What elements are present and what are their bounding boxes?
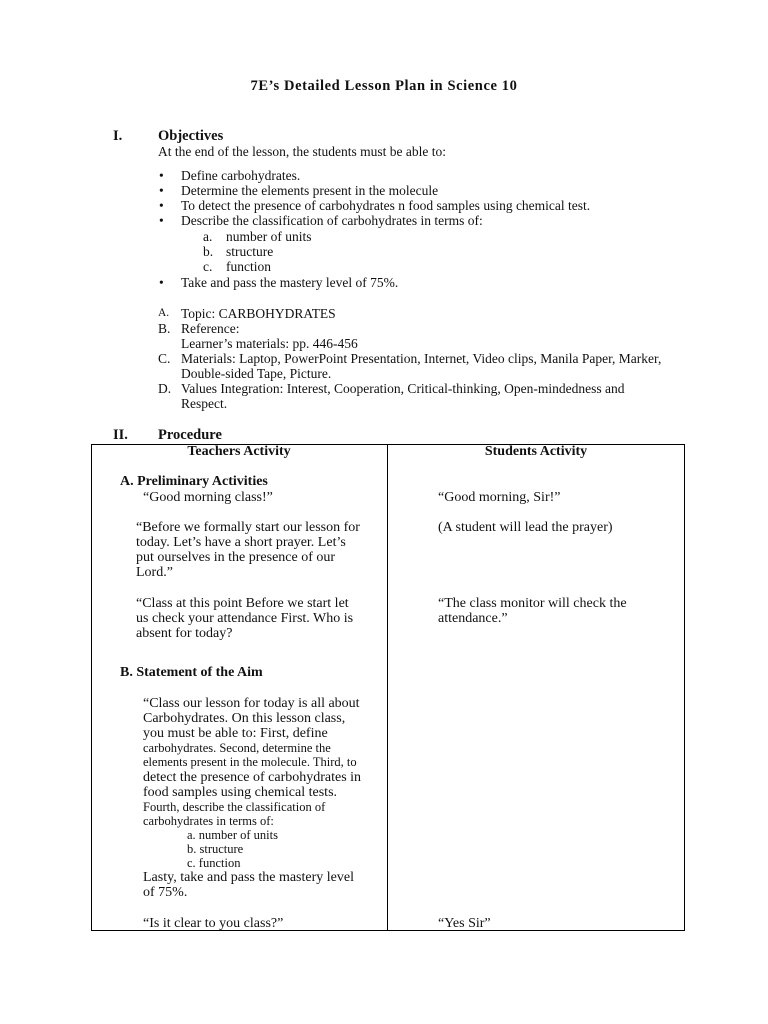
objectives-intro: At the end of the lesson, the students must be able to: <box>158 144 446 159</box>
procedure-table <box>91 444 685 931</box>
teacher-aim-line: food samples using chemical tests. <box>143 785 338 800</box>
teacher-aim-line: detect the presence of carbohydrates in <box>143 770 362 785</box>
detail-materials-line: Double-sided Tape, Picture. <box>181 366 332 381</box>
teacher-aim-item: a. number of units <box>187 828 278 842</box>
teacher-aim-line: “Class our lesson for today is all about <box>143 696 360 711</box>
teacher-aim-line: you must be able to: First, define <box>143 726 328 741</box>
teacher-prayer-line: Lord.” <box>136 565 173 580</box>
student-attendance-line: attendance.” <box>438 611 508 626</box>
objective-bullet: • Describe the classification of carbohydrates in terms of: <box>181 213 483 228</box>
sub-item-text: structure <box>226 244 274 259</box>
sub-item-letter: b. <box>203 244 214 259</box>
teacher-clear-question: “Is it clear to you class?” <box>143 916 284 931</box>
teacher-prayer-line: today. Let’s have a short prayer. Let’s <box>136 535 346 550</box>
document-title: 7E’s Detailed Lesson Plan in Science 10 <box>250 78 518 94</box>
table-column-divider <box>387 444 388 931</box>
teacher-aim-line: carbohydrates. Second, determine the <box>143 741 331 755</box>
teacher-aim-item: c. function <box>187 856 241 870</box>
teacher-aim-line: of 75%. <box>143 885 188 900</box>
detail-letter: D. <box>158 381 172 396</box>
detail-letter: A. <box>158 307 170 319</box>
teacher-prayer-line: put ourselves in the presence of our <box>136 550 336 565</box>
detail-values: Values Integration: Interest, Cooperation, Critical-thinking, Open-mindedness and <box>181 381 625 396</box>
objective-bullet: • Determine the elements present in the molecule <box>181 183 438 198</box>
student-greeting: “Good morning, Sir!” <box>438 490 561 505</box>
teacher-attendance-line: us check your attendance First. Who is <box>136 611 354 626</box>
teacher-prayer-line: “Before we formally start our lesson for <box>136 520 360 535</box>
detail-materials: Materials: Laptop, PowerPoint Presentation, Internet, Video clips, Manila Paper, Marker, <box>181 351 662 366</box>
sub-item-text: function <box>226 259 271 274</box>
column-header-student: Students Activity <box>484 444 588 459</box>
detail-letter: B. <box>158 321 171 336</box>
teacher-aim-line: Carbohydrates. On this lesson class, <box>143 711 346 726</box>
teacher-aim-item: b. structure <box>187 842 244 856</box>
section-numeral-procedure: II. <box>113 427 128 443</box>
student-clear-answer: “Yes Sir” <box>438 916 491 931</box>
teacher-greeting: “Good morning class!” <box>143 490 273 505</box>
section-statement-of-aim: B. Statement of the Aim <box>120 665 263 680</box>
section-preliminary-activities: A. Preliminary Activities <box>120 474 268 489</box>
section-heading-procedure: Procedure <box>158 427 222 443</box>
detail-letter: C. <box>158 351 171 366</box>
detail-values-line: Respect. <box>181 396 228 411</box>
detail-topic: Topic: CARBOHYDRATES <box>181 306 336 321</box>
objective-bullet: • Define carbohydrates. <box>181 168 300 183</box>
sub-item-letter: c. <box>203 259 213 274</box>
section-numeral-objectives: I. <box>113 128 123 144</box>
teacher-attendance-line: “Class at this point Before we start let <box>136 596 349 611</box>
section-heading-objectives: Objectives <box>158 128 224 144</box>
teacher-aim-line: carbohydrates in terms of: <box>143 814 274 828</box>
detail-reference-line: Learner’s materials: pp. 446-456 <box>181 336 358 351</box>
teacher-attendance-line: absent for today? <box>136 626 233 641</box>
teacher-aim-line: Fourth, describe the classification of <box>143 800 326 814</box>
column-header-teacher: Teachers Activity <box>187 444 291 459</box>
objective-bullet: • To detect the presence of carbohydrates n food samples using chemical test. <box>181 198 590 213</box>
detail-reference: Reference: <box>181 321 240 336</box>
student-prayer: (A student will lead the prayer) <box>438 520 613 535</box>
sub-item-text: number of units <box>226 229 312 244</box>
teacher-aim-line: Lasty, take and pass the mastery level <box>143 870 354 885</box>
objective-bullet: • Take and pass the mastery level of 75%. <box>181 275 398 290</box>
teacher-aim-line: elements present in the molecule. Third, to <box>143 755 357 769</box>
student-attendance-line: “The class monitor will check the <box>438 596 627 611</box>
sub-item-letter: a. <box>203 229 213 244</box>
